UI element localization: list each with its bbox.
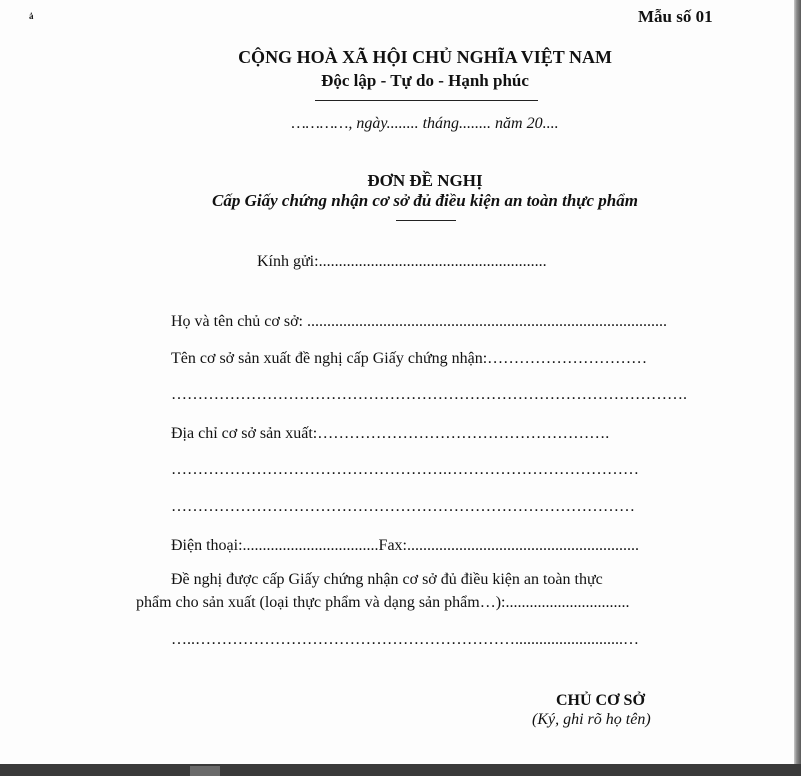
motto-underline <box>315 100 538 101</box>
signer-note: (Ký, ghi rõ họ tên) <box>532 711 651 728</box>
title-underline <box>396 220 456 221</box>
facility-name-field[interactable]: Tên cơ sở sản xuất đề nghị cấp Giấy chứng nhận:………………………… <box>171 350 648 367</box>
address-continuation-1[interactable]: …………………………………………….……………………………… <box>171 461 639 478</box>
request-continuation[interactable]: …..……………………………………………………...........................… <box>171 631 639 648</box>
corner-mark: ȧ <box>29 11 34 21</box>
form-number: Mẫu số 01 <box>638 7 713 26</box>
horizontal-scrollbar[interactable] <box>0 764 801 776</box>
request-text-line-2[interactable]: phẩm cho sản xuất (loại thực phẩm và dạng sản phẩm…):............................... <box>136 594 630 611</box>
owner-name-field[interactable]: Họ và tên chủ cơ sở: .......................................................................................... <box>171 313 667 330</box>
national-motto: Độc lập - Tự do - Hạnh phúc <box>321 71 529 90</box>
address-field[interactable]: Địa chỉ cơ sở sản xuất:………………………………………………. <box>171 425 610 442</box>
document-subtitle: Cấp Giấy chứng nhận cơ sở đủ điều kiện an toàn thực phẩm <box>212 191 638 210</box>
signer-role: CHỦ CƠ SỞ <box>556 692 645 709</box>
recipient-field[interactable]: Kính gửi:......................................................... <box>257 253 547 270</box>
scrollbar-thumb[interactable] <box>190 766 220 776</box>
facility-name-continuation[interactable]: ……………………………………………………………………………………. <box>171 386 687 403</box>
document-title: ĐƠN ĐỀ NGHỊ <box>367 171 483 190</box>
phone-fax-field[interactable]: Điện thoại:..................................Fax:.......................................................... <box>171 537 639 554</box>
page-edge-shadow <box>794 0 801 776</box>
national-title: CỘNG HOÀ XÃ HỘI CHỦ NGHĨA VIỆT NAM <box>238 47 612 67</box>
request-text-line-1: Đề nghị được cấp Giấy chứng nhận cơ sở đủ điều kiện an toàn thực <box>171 571 603 588</box>
address-continuation-2[interactable]: …………………………………………………………………………… <box>171 498 635 515</box>
date-line: …………, ngày........ tháng........ năm 20.... <box>291 115 559 132</box>
